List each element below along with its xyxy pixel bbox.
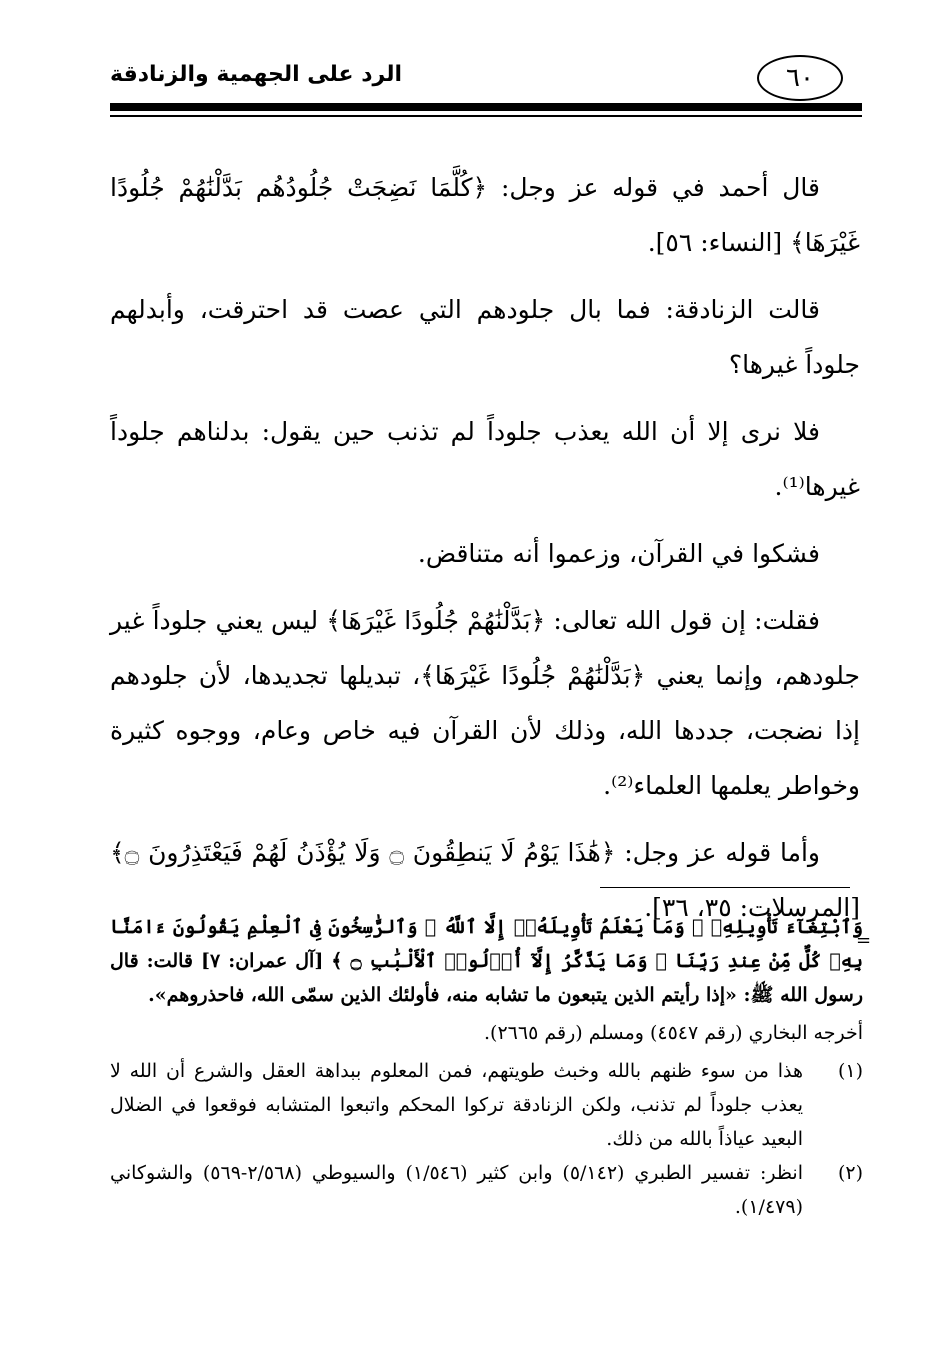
footnote-2 xyxy=(110,1156,863,1224)
paragraph-4: فشكوا في القرآن، وزعموا أنه متناقض. xyxy=(417,539,820,568)
footnote-2-text: انظر: تفسير الطبري (٥/١٤٢) وابن كثير (١/٥٤٦) والسيوطي (٢/٥٦٨-٥٦٩) والشوكاني (١/٤٧٩). xyxy=(110,1162,803,1218)
header-rule-thin xyxy=(110,115,862,117)
footnote-2-number: (٢) xyxy=(837,1162,863,1184)
footnote-1-text: هذا من سوء ظنهم بالله وخبث طويتهم، فمن المعلوم ببداهة العقل والشرع أن الله لا يعذب جلوداً لم تذنب، ولكن الزنادقة تركوا المحكم واتبعوا المتشابه فوقعوا في الضلال البعيد عياذاً بالله من ذلك. xyxy=(110,1060,803,1150)
footnote-continued-source: أخرجه البخاري (رقم ٤٥٤٧) ومسلم (رقم ٢٦٦٥). xyxy=(484,1022,863,1044)
header-rule-thick xyxy=(110,103,862,111)
running-title: الرد على الجهمية والزنادقة xyxy=(110,62,402,87)
footnote-continued-verse: وَٱبْتِغَآءَ تَأْوِيلِهِۦ ۗ وَمَا يَعْلَمُ تَأْوِيلَهُۥٓ إِلَّا ٱللَّهُ ۗ وَٱلرَّٰسِخُونَ فِى ٱلْعِلْمِ يَقُولُونَ ءَامَنَّا بِهِۦ كُلٌّ مِّنْ عِندِ رَبِّنَا ۗ وَمَا يَذَّكَّرُ إِلَّآ أُو۟لُوا۟ ٱلْأَلْبَٰبِ ۝ ﴾ [آل عمران: ٧] قالت: قال رسول الله ﷺ: «إذا رأيتم الذين يتبعون ما تشابه منه، فأولئك الذين سمّى الله، فاحذروهم». xyxy=(110,916,864,1006)
main-text xyxy=(110,160,860,947)
paragraph-6: وأما قوله عز وجل: ﴿هَٰذَا يَوْمُ لَا يَنطِقُونَ ۝ وَلَا يُؤْذَنُ لَهُمْ فَيَعْتَذِرُونَ ۝﴾ [المرسلات: ٣٥، ٣٦]. xyxy=(110,838,860,922)
footnotes xyxy=(110,910,863,1224)
footnote-continuation-marker: = xyxy=(856,930,872,951)
footnote-1-number: (١) xyxy=(837,1060,863,1082)
footnote-separator xyxy=(600,887,850,888)
paragraph-2: قالت الزنادقة: فما بال جلودهم التي عصت قد احترقت، وأبدلهم جلوداً غيرها؟ xyxy=(110,295,860,379)
paragraph-1: قال أحمد في قوله عز وجل: ﴿كُلَّمَا نَضِجَتْ جُلُودُهُم بَدَّلْنَٰهُمْ جُلُودًا غَيْرَهَا﴾ [النساء: ٥٦]. xyxy=(110,173,860,257)
footnote-1 xyxy=(110,1054,863,1156)
page-number: ٦٠ xyxy=(757,55,843,101)
paragraph-5: فقلت: إن قول الله تعالى: ﴿بَدَّلْنَٰهُمْ جُلُودًا غَيْرَهَا﴾ ليس يعني جلوداً غير جلودهم، وإنما يعني ﴿بَدَّلْنَٰهُمْ جُلُودًا غَيْرَهَا﴾، تبديلها تجديدها، لأن جلودهم إذا نضجت، جددها الله، وذلك لأن القرآن فيه خاص وعام، ووجوه كثيرة وخواطر يعلمها العلماء⁽²⁾. xyxy=(110,606,860,800)
page-header xyxy=(0,0,931,125)
paragraph-3: فلا نرى إلا أن الله يعذب جلوداً لم تذنب حين يقول: بدلناهم جلوداً غيرها⁽¹⁾. xyxy=(110,417,860,501)
